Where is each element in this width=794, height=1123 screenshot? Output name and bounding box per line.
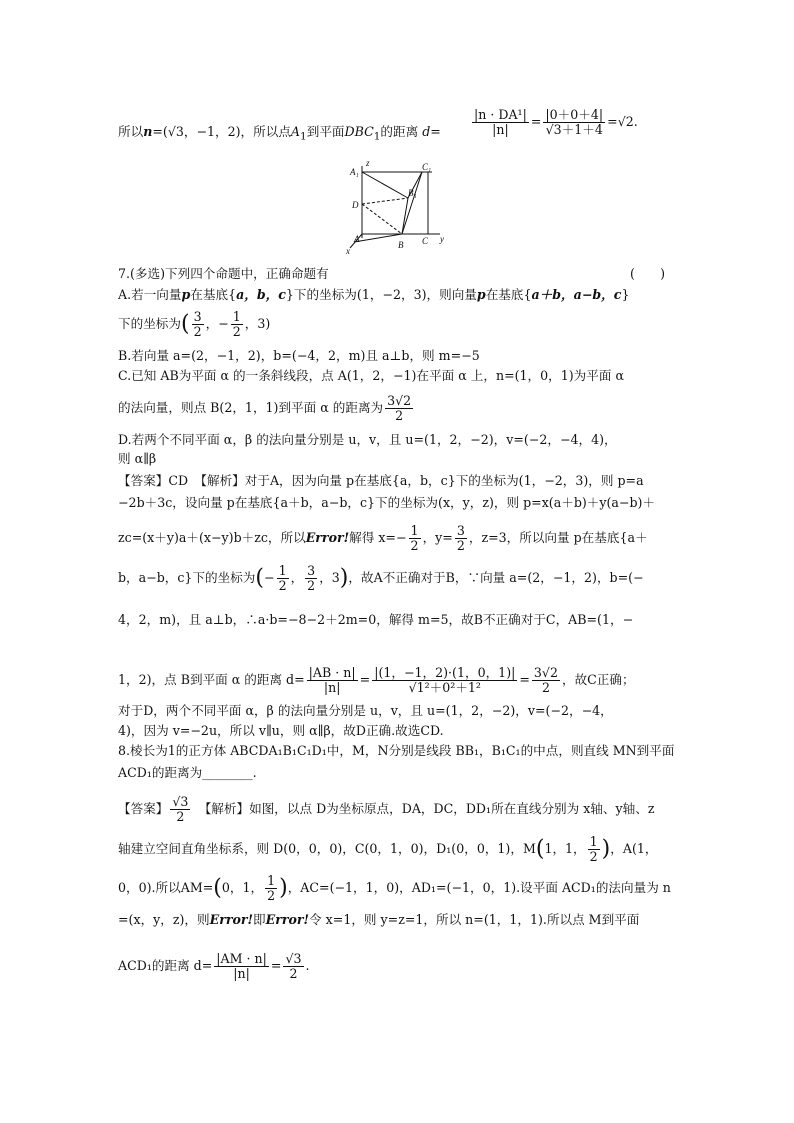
p1-frac1-den: |n| <box>492 122 509 137</box>
ans8-l4err1: Error! <box>209 912 254 927</box>
ans8-l2-close: ) <box>601 836 611 862</box>
ans7-l6f3n: 3√2 <box>533 665 558 680</box>
q7-a2: 在基底{ <box>190 287 237 302</box>
ans8-l5eq: = <box>270 958 282 973</box>
ans7-l6f3d: 2 <box>541 680 550 695</box>
p1-fractions: $\frac{\text{|n · DA¹|}}{|n|}$ = $\frac{|0+0+4|}{√3+1+4}$ =√2. <box>474 107 638 137</box>
q7-stem-text: 7.(多选)下列四个命题中，正确命题有 <box>118 266 329 281</box>
p1-n: n <box>143 124 153 139</box>
q7-a8: } <box>621 287 630 302</box>
ans8-fd: 2 <box>176 809 185 824</box>
p1-frac2-num: |0＋0＋4| <box>545 107 604 122</box>
ans7-l6f2d: √1²＋0²＋1² <box>408 680 481 695</box>
p1-frac2-den: √3＋1＋4 <box>545 122 603 137</box>
ans8-l5fn: |AM · n| <box>216 951 267 966</box>
ans7-l6f1d: |n| <box>323 680 341 695</box>
ans7-l4f2n: 3 <box>307 563 316 578</box>
p1-sub1: 1 <box>300 130 307 143</box>
ans8-l5-frac2 <box>283 952 303 981</box>
fig-label-x: x <box>346 246 350 256</box>
ans8-l2-frac <box>588 835 600 864</box>
ans7-l4a: b，a−b，c}下的坐标为 <box>118 570 256 585</box>
p1-frac1-num: |n · DA¹| <box>474 107 527 122</box>
q7-a1: A.若一向量 <box>118 287 182 302</box>
ans7-line6: 1，2)，点 B到平面 α 的距离 d= $\frac{|AB \cdot n|}{|n|}$ = $\frac{|(1,-1,2)\cdot(1,0,1)|}{\text{√1²＋0²＋1²}}$ = $\frac{3√2}{2}$ ，故C正确； <box>118 665 635 695</box>
ans8-l2a: 轴建立空间直角坐标系，则 D(0，0，0)，C(0，1，0)，D₁(0，0，1)，M <box>118 841 536 856</box>
p1-prefix: 所以 <box>118 124 144 139</box>
ans8-l4a: =(x，y，z)，则 <box>118 912 210 927</box>
ans7-l3-frac2 <box>455 524 467 553</box>
ans8-l4c: 令 x=1，则 y=z=1，所以 n=(1，1，1).所以点 M到平面 <box>309 912 640 927</box>
p1-plane: DBC <box>344 124 374 139</box>
p1-result: =√2. <box>607 114 638 129</box>
q7-c-fd: 2 <box>395 408 404 423</box>
p1-frac1 <box>472 108 529 137</box>
ans8-l3f-pre: 0，1， <box>221 880 264 895</box>
q7-c-fn: 3√2 <box>387 393 412 408</box>
ans7-l6f2n: |(1，−1，2)·(1，0，1)| <box>374 665 516 680</box>
q7-option-a-line2 <box>118 310 270 339</box>
q7-a-f1d: 2 <box>193 324 202 339</box>
ans7-l3a: zc=(x＋y)a＋(x−y)b＋zc，所以 <box>118 530 306 545</box>
ans8-head: 【答案】 <box>118 801 169 816</box>
q7-a6: 在基底{ <box>485 287 532 302</box>
ans8-l3fd: 2 <box>267 888 276 903</box>
ans7-l3c: ，y= <box>422 530 453 545</box>
q8-line1: 8.棱长为1的正方体 ABCDA₁B₁C₁D₁中，M，N分别是线段 BB₁，B₁C₁的中点，则直线 MN到平面 <box>118 743 675 758</box>
ans8-l5fd: |n| <box>233 966 250 981</box>
ans7-l6b: ，故C正确； <box>561 672 635 687</box>
fig-label-y: y <box>440 234 444 244</box>
fig-label-b: B <box>398 240 404 250</box>
ans8-l4err2: Error! <box>265 912 310 927</box>
q7-a-end: ，3) <box>244 316 271 331</box>
ans8-line1 <box>118 795 654 824</box>
ans7-l3b: 解得 x=− <box>349 530 407 545</box>
q7-bracket: ( ) <box>630 266 666 281</box>
ans8-l5end: . <box>305 958 310 973</box>
ans8-line4 <box>118 912 639 928</box>
ans8-line2 <box>118 835 657 864</box>
q7-option-d-line1: D.若两个不同平面 α，β 的法向量分别是 u，v，且 u=(1，2，−2)，v=(−2，−4，4)， <box>118 432 617 447</box>
ans8-fn: √3 <box>172 794 189 809</box>
ans8-l1b: 【解析】如图，以点 D为坐标原点，DA，DC，DD₁所在直线分别为 x轴、y轴、z <box>192 801 655 816</box>
ans7-l3f1d: 2 <box>410 538 419 553</box>
fig-label-z: z <box>366 158 370 168</box>
ans8-l3a: 0，0).所以AM= <box>118 880 214 895</box>
ans8-frac <box>170 795 190 824</box>
ans7-l4-frac2 <box>305 564 317 593</box>
ans7-l3d: ，z=3，所以向量 p在基底{a＋ <box>468 530 648 545</box>
ans7-l6a: 1，2)，点 B到平面 α 的距离 d= <box>118 672 305 687</box>
ans7-l4-paren-open: ( <box>255 565 264 591</box>
ans8-l3-close: ) <box>279 875 288 901</box>
ans7-l4f2d: 2 <box>307 578 316 593</box>
p1-dist: 的距离 <box>380 124 419 139</box>
p1-a1: A <box>290 124 301 139</box>
ans7-l3-frac1 <box>409 524 421 553</box>
ans8-l2f-pre: 1，1， <box>544 841 586 856</box>
q7-c-frac <box>385 394 413 423</box>
q7-option-c-line1: C.已知 AB为平面 α 的一条斜线段，点 A(1，2，−1)在平面 α 上，n=(1，0，1)为平面 α <box>118 368 624 383</box>
ans8-line3 <box>118 874 671 903</box>
ans7-line2: −2b＋3c，设向量 p在基底{a＋b，a−b，c}下的坐标为(x，y，z)，则 p=x(a＋b)＋y(a−b)＋ <box>118 495 656 510</box>
p1-sub2: 1 <box>373 130 381 143</box>
q7-a-frac2 <box>231 310 243 339</box>
q7-a9: 下的坐标为 <box>118 316 181 331</box>
ans8-l3-frac <box>265 874 277 903</box>
q7-option-a-line1 <box>118 287 629 303</box>
ans8-l2fd: 2 <box>589 849 598 864</box>
q7-a-open: ( <box>180 311 190 337</box>
q7-a-mid: ，− <box>205 316 229 331</box>
ans7-l6-frac1 <box>307 666 358 695</box>
q7-a4: }下的坐标为(1，−2，3)，则向量 <box>285 287 477 302</box>
ans8-l2fn: 1 <box>589 834 598 849</box>
ans7-l6f1n: |AB · n| <box>308 665 356 680</box>
ans7-line8: 4)，因为 v=−2u，所以 v∥u，则 α∥β，故D正确.故选CD. <box>118 723 444 738</box>
ans7-l4b: ，故A不正确对于B，∵向量 a=(2，−1，2)，b=(− <box>348 570 644 585</box>
ans7-l4f1d: 2 <box>278 578 287 593</box>
p1-nval: =(√3，−1，2)，所以点 <box>152 124 291 139</box>
ans7-line3 <box>118 524 648 553</box>
ans7-l3f2d: 2 <box>456 538 465 553</box>
ans8-l5f2d: 2 <box>289 966 298 981</box>
ans7-l4-paren-close: ) <box>339 565 349 591</box>
ans8-l5-frac1 <box>214 952 269 981</box>
ans7-l6-frac3 <box>532 666 560 695</box>
ans8-l2b: ，A(1， <box>610 841 658 856</box>
ans7-l6-frac2 <box>372 666 517 695</box>
fig-label-d: D <box>352 200 359 210</box>
q7-a-p: p <box>181 287 191 302</box>
ans7-line4: b，a−b，c}下的坐标为(− $\frac{1}{2}$ ， $\frac{3}{2}$ ，3)，故A不正确对于B，∵向量 a=(2，−1，2)，b=(− <box>118 563 644 593</box>
fig-label-a: A <box>354 234 360 244</box>
line-p1 <box>118 124 441 145</box>
p1-frac2 <box>543 108 605 137</box>
q7-a3: a，b，c <box>236 287 286 302</box>
q7-stem <box>118 266 329 282</box>
ans7-l4-frac1 <box>277 564 289 593</box>
ans8-l5f2n: √3 <box>285 951 302 966</box>
p1-mid: 到平面 <box>306 124 345 139</box>
ans8-l4b: 即 <box>253 912 266 927</box>
q7-a-frac1 <box>192 310 204 339</box>
q7-option-c-line2 <box>118 394 415 423</box>
p1-eq: = <box>430 124 441 139</box>
ans7-line5: 4，2，m)，且 a⊥b，∴a·b=−8−2＋2m=0，解得 m=5，故B不正确对于C，AB=(1，− <box>118 612 634 627</box>
p1-d: d <box>422 124 431 139</box>
q7-a-f2n: 1 <box>232 309 241 324</box>
fig-label-c1: C₁ <box>422 162 432 172</box>
ans7-l4f1n: 1 <box>278 563 287 578</box>
fig-label-a1: A₁ <box>350 167 359 177</box>
q7-a-f1n: 3 <box>193 309 202 324</box>
ans8-l3-open: ( <box>213 875 222 901</box>
ans7-line7: 对于D，两个不同平面 α，β 的法向量分别是 u，v，且 u=(1，2，−2)，v=(−2，−4， <box>118 703 613 718</box>
q7-a7: a＋b，a−b，c <box>531 287 622 302</box>
ans7-l3err: Error! <box>305 530 350 545</box>
ans8-l3b: ，AC=(−1，1，0)，AD₁=(−1，0，1).设平面 ACD₁的法向量为 n <box>287 880 671 895</box>
ans7-l3f2n: 3 <box>456 523 465 538</box>
ans8-l5a: ACD₁的距离 d= <box>118 958 213 973</box>
q7-option-b: B.若向量 a=(2，−1，2)，b=(−4，2，m)且 a⊥b，则 m=−5 <box>118 348 480 363</box>
q7-c2: 的法向量，则点 B(2，1，1)到平面 α 的距离为 <box>118 400 384 415</box>
q7-option-d-line2: 则 α∥β <box>118 451 157 466</box>
fig-label-b1: B₁ <box>408 188 417 198</box>
q8-line2: ACD₁的距离为________. <box>118 765 257 780</box>
prism-figure <box>340 158 460 268</box>
ans7-l3f1n: 1 <box>410 523 419 538</box>
q7-a5: p <box>476 287 486 302</box>
ans7-line1: 【答案】CD 【解析】对于A，因为向量 p在基底{a，b，c}下的坐标为(1，−2，3)，则 p=a <box>118 473 644 488</box>
ans8-l3fn: 1 <box>267 873 276 888</box>
fig-label-c: C <box>422 236 429 246</box>
ans8-line5 <box>118 952 310 981</box>
ans8-l2-open: ( <box>535 836 545 862</box>
q7-a-f2d: 2 <box>232 324 241 339</box>
